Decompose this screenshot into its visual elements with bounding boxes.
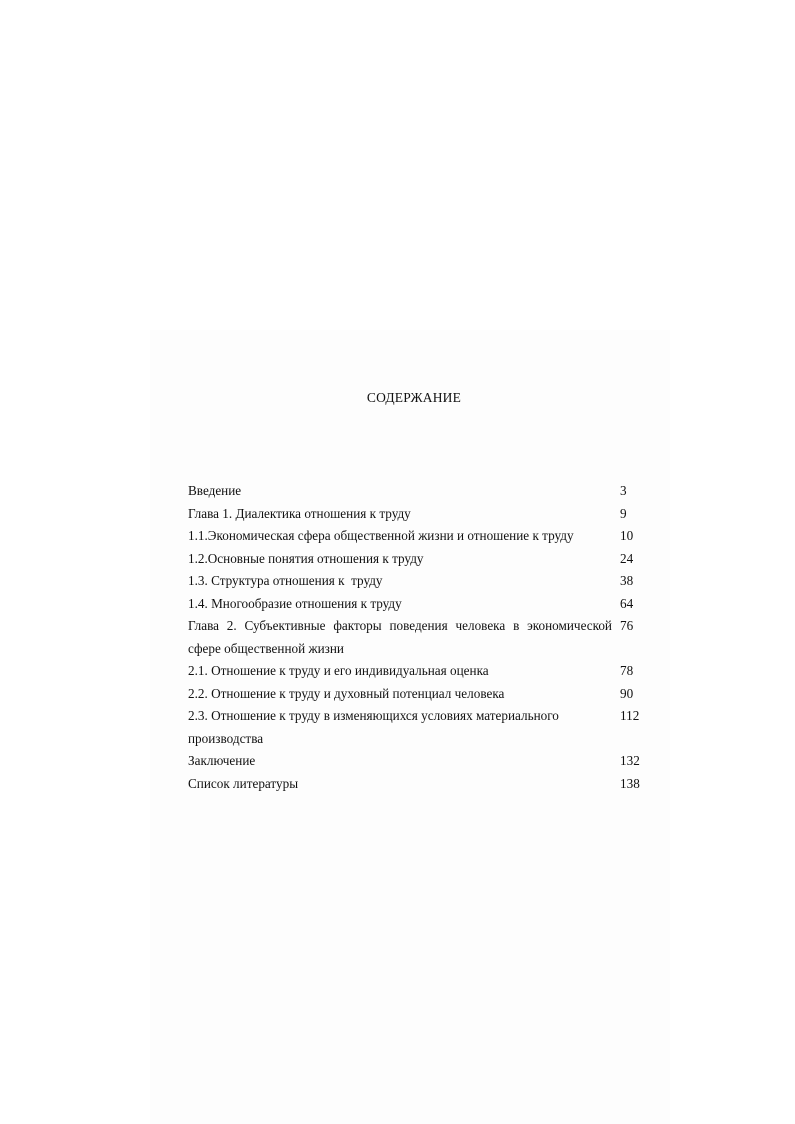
toc-entry-section-2-1 [188,660,642,683]
toc-entry-section-1-2 [188,548,642,571]
toc-entry-page: 138 [620,775,640,791]
toc-entry-page: 90 [620,685,634,701]
toc-entry-page: 38 [620,573,634,588]
table-of-contents [188,480,642,795]
page-title: СОДЕРЖАНИЕ [366,390,462,405]
toc-entry-text: 2.3. Отношение к труду в изменяющихся условиях материального производства [188,708,559,746]
toc-entry-section-1-1 [188,525,642,548]
toc-entry-text: 1.1.Экономическая сфера общественной жизни и отношение к труду [188,528,574,543]
toc-entry-text: 1.4. Многообразие отношения к труду [188,595,402,611]
toc-entry-text: Список литературы [188,775,299,791]
toc-entry-page: 112 [620,708,640,723]
toc-entry-page: 64 [620,595,634,611]
toc-entry-text: 2.1. Отношение к труду и его индивидуальная оценка [188,663,489,678]
toc-entry-chapter-1 [188,503,642,526]
toc-entry-section-2-2 [188,683,642,706]
toc-entry-introduction [188,480,642,503]
toc-entry-page: 9 [620,505,627,521]
toc-entry-text: Заключение [188,753,256,768]
toc-entry-text: 1.3. Структура отношения к труду [188,573,383,588]
toc-entry-text: 1.2.Основные понятия отношения к труду [188,550,424,566]
toc-entry-text: Введение [188,483,242,498]
toc-entry-section-1-4 [188,593,642,616]
toc-entry-page: 3 [620,483,627,498]
toc-entry-section-2-3 [188,705,642,750]
toc-entry-text: 2.2. Отношение к труду и духовный потенциал человека [188,685,505,701]
toc-entry-chapter-2 [188,615,642,660]
toc-entry-page: 76 [620,618,634,633]
toc-entry-page: 132 [620,753,640,768]
toc-entry-section-1-3 [188,570,642,593]
toc-entry-text: Глава 1. Диалектика отношения к труду [188,505,411,521]
toc-entry-text: Глава 2. Субъективные факторы поведения человека в экономической сфере общественной жизни [188,618,612,656]
toc-entry-conclusion [188,750,642,773]
toc-entry-page: 78 [620,663,634,678]
toc-entry-page: 24 [620,550,634,566]
toc-entry-bibliography [188,773,642,796]
toc-entry-page: 10 [620,528,634,543]
